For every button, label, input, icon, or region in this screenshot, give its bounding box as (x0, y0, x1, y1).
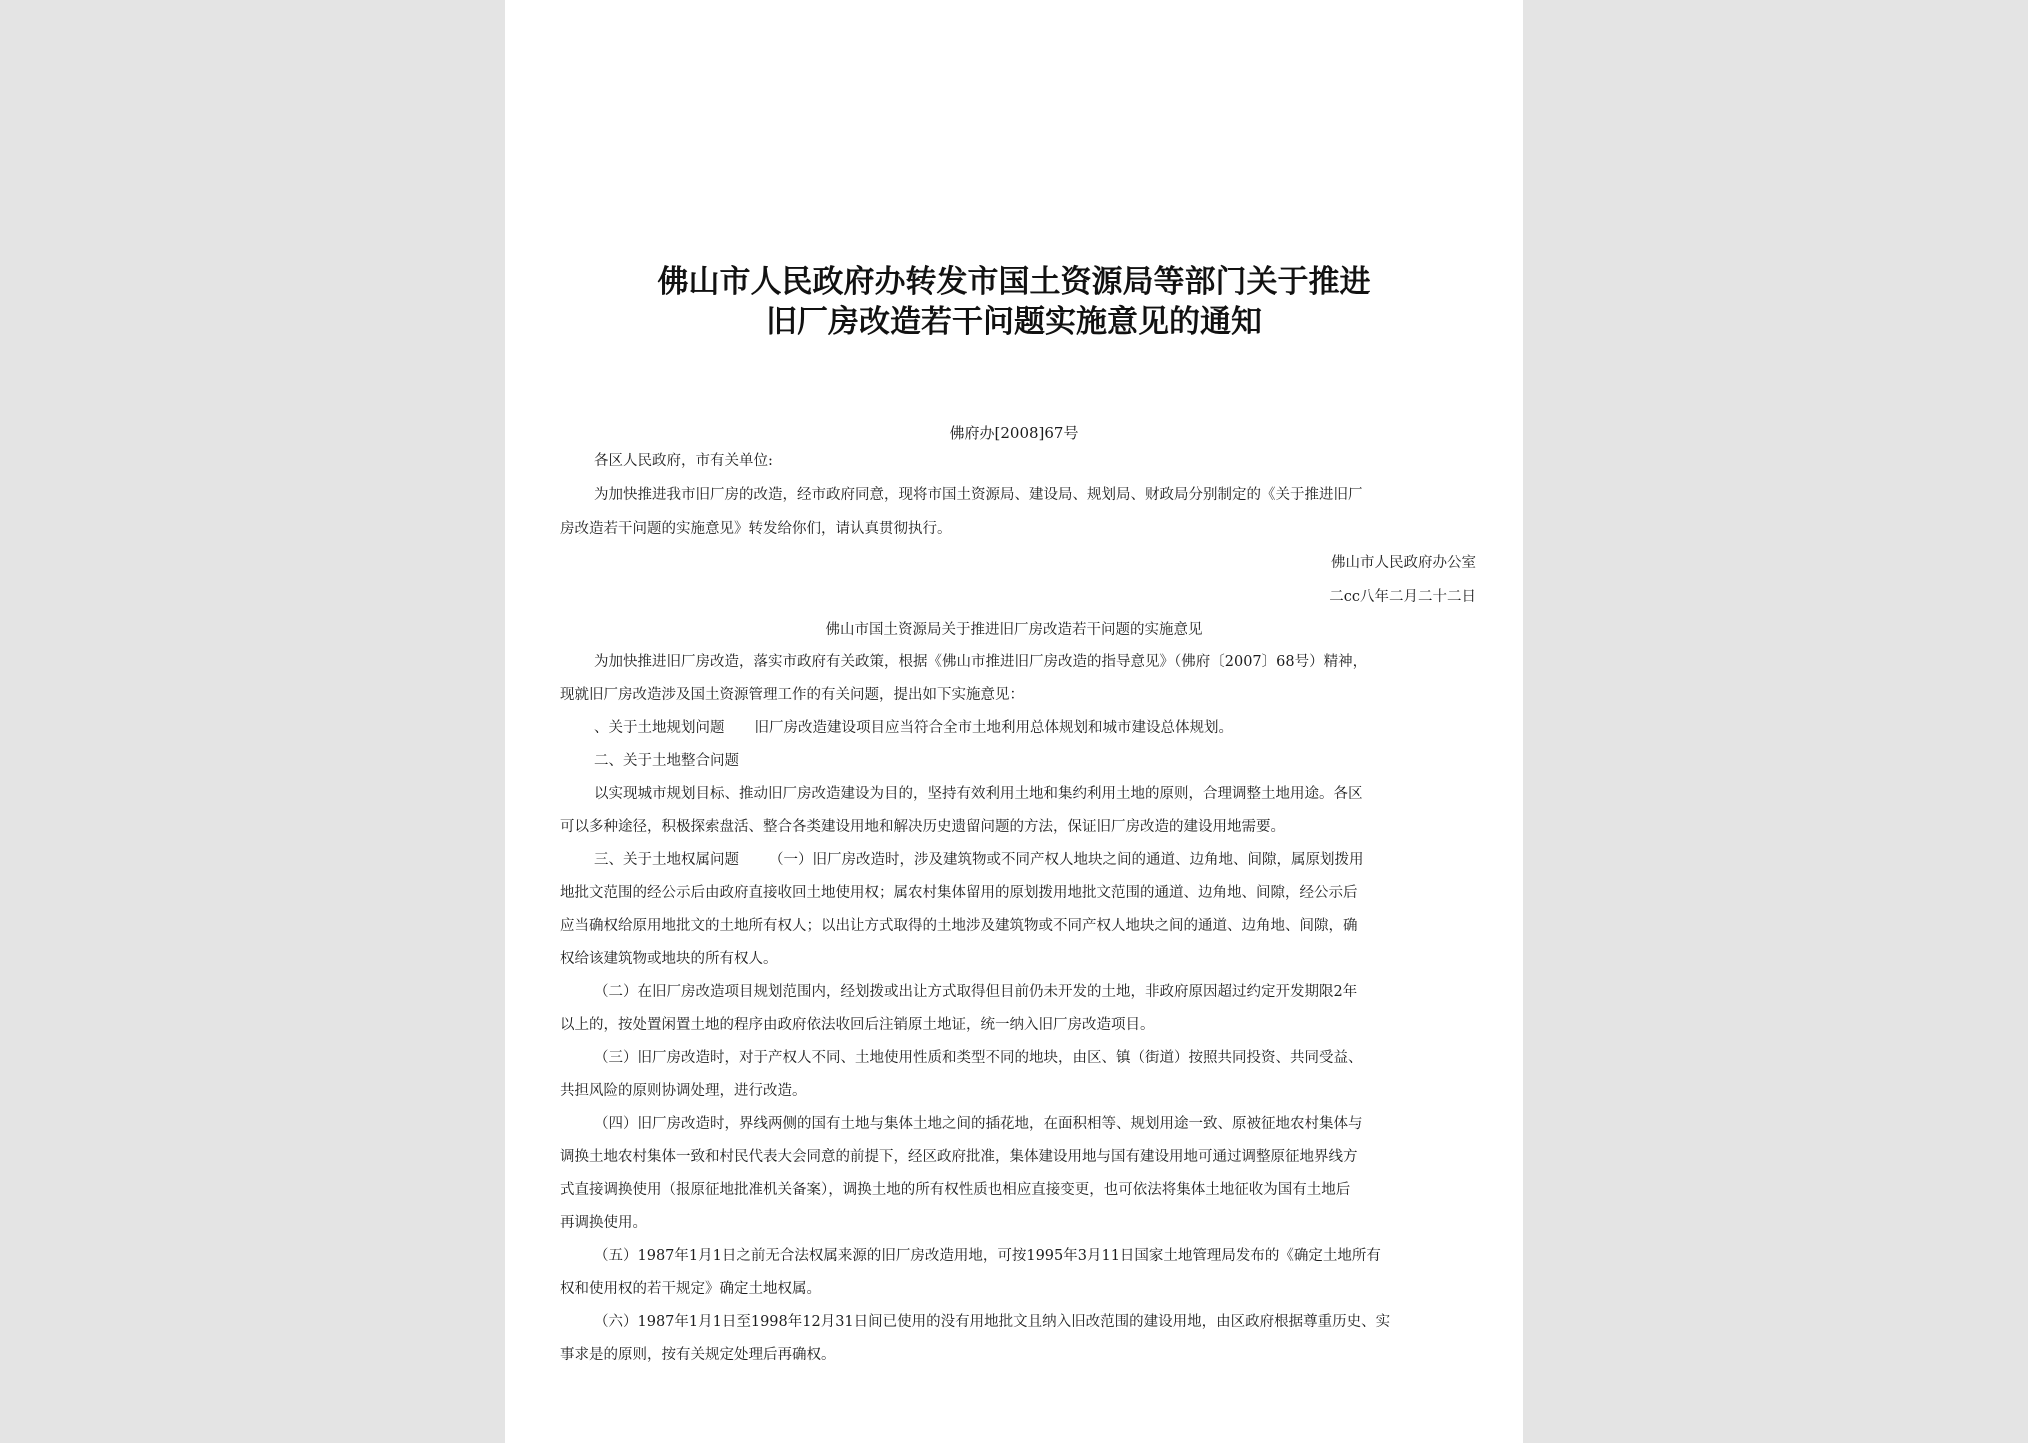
paragraph-line: （五）1987年1月1日之前无合法权属来源的旧厂房改造用地，可按1995年3月11日国家土地管理局发布的《确定土地所有 (594, 1248, 1381, 1264)
section-1 (594, 718, 1233, 738)
section-2-heading: 二、关于土地整合问题 (594, 753, 739, 769)
title-line-1: 佛山市人民政府办转发市国土资源局等部门关于推进 (657, 264, 1371, 300)
intro-line-2: 房改造若干问题的实施意见》转发给你们，请认真贯彻执行。 (560, 521, 952, 537)
paragraph-line: （六）1987年1月1日至1998年12月31日间已使用的没有用地批文且纳入旧改范围的建设用地，由区政府根据尊重历史、实 (594, 1314, 1391, 1330)
document-number: 佛府办[2008]67号 (949, 424, 1079, 442)
paragraph-line: 权给该建筑物或地块的所有权人。 (560, 951, 778, 967)
salutation: 各区人民政府，市有关单位: (594, 453, 773, 469)
paragraph-line: 现就旧厂房改造涉及国土资源管理工作的有关问题，提出如下实施意见： (560, 687, 1024, 703)
paragraph-line: （二）在旧厂房改造项目规划范围内，经划拨或出让方式取得但目前仍未开发的土地，非政府原因超过约定开发期限2年 (594, 984, 1358, 1000)
paragraph-line: 再调换使用。 (560, 1215, 647, 1231)
attachment-subtitle: 佛山市国土资源局关于推进旧厂房改造若干问题的实施意见 (825, 622, 1203, 638)
paragraph-line: 权和使用权的若干规定》确定土地权属。 (560, 1281, 821, 1297)
title-line-2: 旧厂房改造若干问题实施意见的通知 (766, 304, 1262, 340)
paragraph-line: 以实现城市规划目标、推动旧厂房改造建设为目的，坚持有效利用土地和集约利用土地的原则，合理调整土地用途。各区 (594, 786, 1363, 802)
paragraph-line: 事求是的原则，按有关规定处理后再确权。 (560, 1347, 836, 1363)
paragraph-line: 共担风险的原则协调处理，进行改造。 (560, 1083, 807, 1099)
paragraph-line: （三）旧厂房改造时，对于产权人不同、土地使用性质和类型不同的地块，由区、镇（街道）按照共同投资、共同受益、 (594, 1050, 1363, 1066)
paragraph-line: 应当确权给原用地批文的土地所有权人；以出让方式取得的土地涉及建筑物或不同产权人地块之间的通道、边角地、间隙，确 (560, 918, 1358, 934)
paragraph-line: （四）旧厂房改造时，界线两侧的国有土地与集体土地之间的插花地，在面积相等、规划用途一致、原被征地农村集体与 (594, 1116, 1363, 1132)
issue-date: 二cc八年二月二十二日 (1329, 589, 1476, 605)
paragraph-line: 以上的，按处置闲置土地的程序由政府依法收回后注销原土地证，统一纳入旧厂房改造项目。 (560, 1017, 1155, 1033)
section-3-heading: 三、关于土地权属问题 (594, 852, 739, 868)
section-3 (594, 850, 1364, 870)
section-1-heading: 、关于土地规划问题 (594, 720, 725, 736)
section-1-text: 旧厂房改造建设项目应当符合全市土地利用总体规划和城市建设总体规划。 (754, 720, 1233, 736)
paragraph-line: 调换土地农村集体一致和村民代表大会同意的前提下，经区政府批准，集体建设用地与国有建设用地可通过调整原征地界线方 (560, 1149, 1358, 1165)
document-page (505, 0, 1523, 1443)
issuer-signature: 佛山市人民政府办公室 (1331, 555, 1476, 571)
document-title (565, 262, 1463, 342)
paragraph-line: 为加快推进旧厂房改造，落实市政府有关政策，根据《佛山市推进旧厂房改造的指导意见》（佛府〔2007〕68号）精神， (594, 654, 1368, 670)
paragraph-line: 可以多种途径，积极探索盘活、整合各类建设用地和解决历史遗留问题的方法，保证旧厂房改造的建设用地需要。 (560, 819, 1285, 835)
paragraph-line: 地批文范围的经公示后由政府直接收回土地使用权；属农村集体留用的原划拨用地批文范围的通道、边角地、间隙，经公示后 (560, 885, 1358, 901)
intro-line-1: 为加快推进我市旧厂房的改造，经市政府同意，现将市国土资源局、建设局、规划局、财政局分别制定的《关于推进旧厂 (594, 487, 1363, 503)
section-3-text: （一）旧厂房改造时，涉及建筑物或不同产权人地块之间的通道、边角地、间隙，属原划拨用 (769, 852, 1364, 868)
paragraph-line: 式直接调换使用（报原征地批准机关备案），调换土地的所有权性质也相应直接变更，也可依法将集体土地征收为国有土地后 (560, 1182, 1351, 1198)
